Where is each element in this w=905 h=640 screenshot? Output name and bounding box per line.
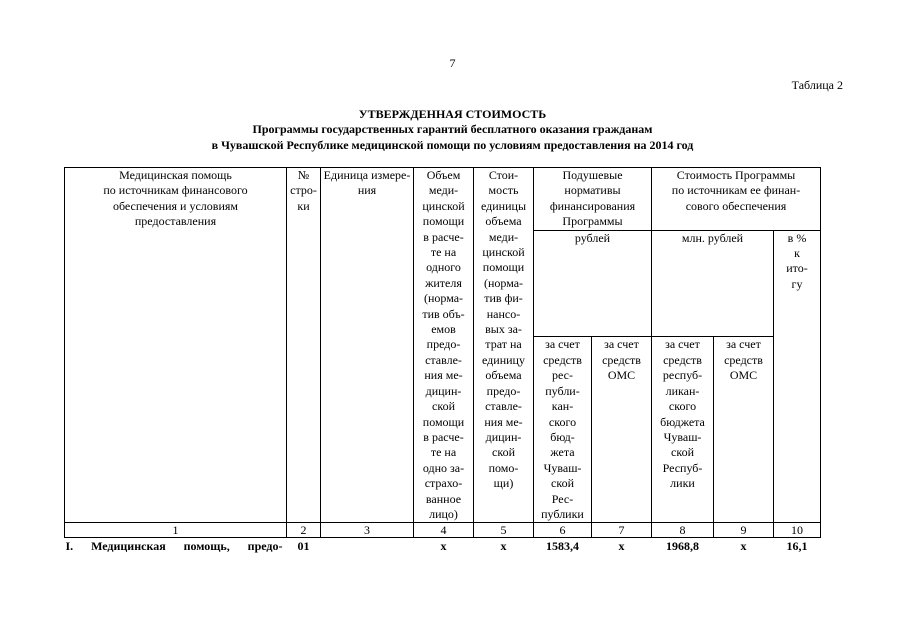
header-text-line: ликан- (665, 383, 700, 398)
header-per-capita-norms (534, 168, 652, 231)
header-program-cost (652, 168, 821, 231)
row-percent: 16,1 (774, 538, 821, 555)
column-number: 2 (287, 523, 321, 538)
header-text-line: кан- (551, 399, 574, 414)
header-text-line: объема (485, 214, 522, 229)
row-total-budget: 1968,8 (652, 538, 714, 555)
document-subtitle-line2: в Чувашской Республике медицинской помощи по условиям предоставления на 2014 год (211, 138, 694, 152)
header-total-budget (652, 337, 714, 523)
header-text-line: средств (602, 352, 641, 367)
row-line-number: 01 (287, 538, 321, 555)
header-text-line: предо- (426, 337, 461, 352)
header-text-line: ского (668, 399, 697, 414)
row-per-capita-budget: 1583,4 (534, 538, 592, 555)
header-text-line: ской (432, 399, 455, 414)
header-text-line: ки (297, 198, 310, 213)
header-million-rubles: млн. рублей (652, 230, 774, 337)
cost-table (64, 167, 821, 554)
row-name: I. Медицинская помощь, предо- (65, 538, 287, 555)
header-unit-cost (474, 168, 534, 523)
header-rubles: рублей (534, 230, 652, 337)
header-text-line: респуб- (662, 368, 703, 383)
document-subtitle-line1: Программы государственных гарантий бесплатного оказания гражданам (252, 122, 653, 136)
header-text-line: за счет (665, 337, 700, 352)
header-text-line: бюд- (550, 429, 575, 444)
header-text-line: емов (431, 322, 456, 337)
header-text-line: предо- (486, 383, 521, 398)
header-text-line: рес- (552, 368, 573, 383)
header-text-line: меди- (488, 229, 519, 244)
header-percent (774, 230, 821, 523)
page-number: 7 (449, 56, 456, 70)
header-text-line: единицы (480, 198, 527, 213)
header-text-line: жета (550, 445, 575, 460)
header-text-line: Медицинская помощь (119, 168, 232, 182)
header-text-line: тив фи- (484, 291, 523, 306)
header-text-line: ской (492, 445, 515, 460)
header-text-line: в расче- (423, 429, 464, 444)
header-text-line: объема (485, 368, 522, 383)
header-text-line: предоставления (134, 214, 217, 229)
column-numbers-row (65, 523, 821, 538)
header-text-line: (норма- (423, 291, 464, 306)
header-text-line: трат на (485, 337, 522, 352)
header-text-line: № (297, 168, 310, 182)
header-text-line: обеспечения и условиям (112, 198, 238, 213)
header-text-line: (норма- (483, 275, 524, 290)
header-text-line: в % (787, 230, 807, 245)
header-text-line: сового обеспечения (685, 198, 787, 213)
header-line-number (287, 168, 321, 523)
header-text-line: цинской (422, 198, 465, 213)
header-text-line: нормативы (564, 183, 621, 198)
header-text-line: жителя (425, 275, 462, 290)
header-text-line: за счет (545, 337, 580, 352)
header-text-line: Стои- (488, 168, 519, 182)
header-text-line: ставле- (485, 399, 522, 414)
header-text-line: тив объ- (422, 306, 465, 321)
header-text-line: ния (357, 183, 377, 198)
table-row (65, 538, 821, 555)
document-title: УТВЕРЖДЕННАЯ СТОИМОСТЬ (358, 107, 547, 121)
column-number: 4 (414, 523, 474, 538)
row-unit-cost: х (474, 538, 534, 555)
header-text-line: Единица измере- (323, 168, 411, 182)
header-text-line: ставле- (425, 352, 462, 367)
header-text-line: помощи (482, 260, 525, 275)
column-number: 10 (774, 523, 821, 538)
row-volume: х (414, 538, 474, 555)
header-text-line: дицин- (485, 429, 522, 444)
header-text-line: помо- (488, 460, 519, 475)
header-text-line: помощи (422, 414, 465, 429)
header-text-line: ОМС (729, 368, 758, 383)
header-text-line: нансо- (486, 306, 521, 321)
header-text-line: щи) (493, 476, 514, 491)
column-number: 7 (592, 523, 652, 538)
header-text-line: Подушевые (562, 168, 623, 182)
header-total-oms (714, 337, 774, 523)
header-text-line: Объем (426, 168, 461, 182)
header-text-line: ванное (425, 491, 462, 506)
column-number: 5 (474, 523, 534, 538)
header-text-line: страхо- (424, 476, 463, 491)
header-text-line: вых за- (485, 322, 522, 337)
header-text-line: по источникам финансового (103, 183, 248, 198)
header-volume (414, 168, 474, 523)
header-text-line: ито- (786, 261, 808, 276)
header-text-line: публи- (545, 383, 580, 398)
column-number: 1 (65, 523, 287, 538)
header-text-line: Стоимость Программы (676, 168, 796, 182)
header-unit (321, 168, 414, 523)
header-text-line: Чуваш- (543, 460, 582, 475)
header-text-line: публики (541, 506, 584, 521)
header-text-line: одного (426, 260, 461, 275)
header-text-line: средств (543, 352, 582, 367)
header-per-capita-oms (592, 337, 652, 523)
table-label: Таблица 2 (791, 78, 843, 92)
header-text-line: ской (551, 476, 574, 491)
header-text-line: стро- (290, 183, 317, 198)
header-text-line: финансирования (549, 198, 636, 213)
header-text-line: те на (430, 445, 457, 460)
header-text-line: в расче- (423, 229, 464, 244)
header-text-line: ния ме- (424, 368, 463, 383)
header-text-line: цинской (482, 245, 525, 260)
row-total-oms: х (714, 538, 774, 555)
header-text-line: средств (663, 352, 702, 367)
header-text-line: лики (670, 476, 695, 491)
header-medical-care (65, 168, 287, 523)
header-text-line: помощи (422, 214, 465, 229)
header-text-line: по источникам ее финан- (671, 183, 801, 198)
header-text-line: меди- (428, 183, 459, 198)
header-text-line: единицу (482, 352, 525, 367)
header-text-line: за счет (604, 337, 639, 352)
header-text-line: ОМС (607, 368, 636, 383)
header-text-line: ния ме- (484, 414, 523, 429)
header-text-line: ской (671, 445, 694, 460)
column-number: 8 (652, 523, 714, 538)
column-number: 6 (534, 523, 592, 538)
header-text-line: Программы (562, 214, 623, 229)
header-text-line: Респуб- (662, 460, 703, 475)
header-text-line: дицин- (425, 383, 462, 398)
header-text-line: те на (430, 245, 457, 260)
header-text-line: бюджета (660, 414, 705, 429)
header-text-line: одно за- (422, 460, 465, 475)
column-number: 3 (321, 523, 414, 538)
header-text-line: за счет (726, 337, 761, 352)
header-per-capita-budget (534, 337, 592, 523)
header-text-line: средств (724, 352, 763, 367)
row-unit (321, 538, 414, 555)
header-text-line: Чуваш- (663, 429, 702, 444)
header-text-line: мость (488, 183, 519, 198)
column-number: 9 (714, 523, 774, 538)
header-text-line: Рес- (551, 491, 574, 506)
row-per-capita-oms: х (592, 538, 652, 555)
header-text-line: к (794, 246, 800, 261)
header-text-line: лицо) (429, 506, 458, 521)
header-text-line: гу (791, 276, 803, 291)
header-text-line: ского (548, 414, 577, 429)
